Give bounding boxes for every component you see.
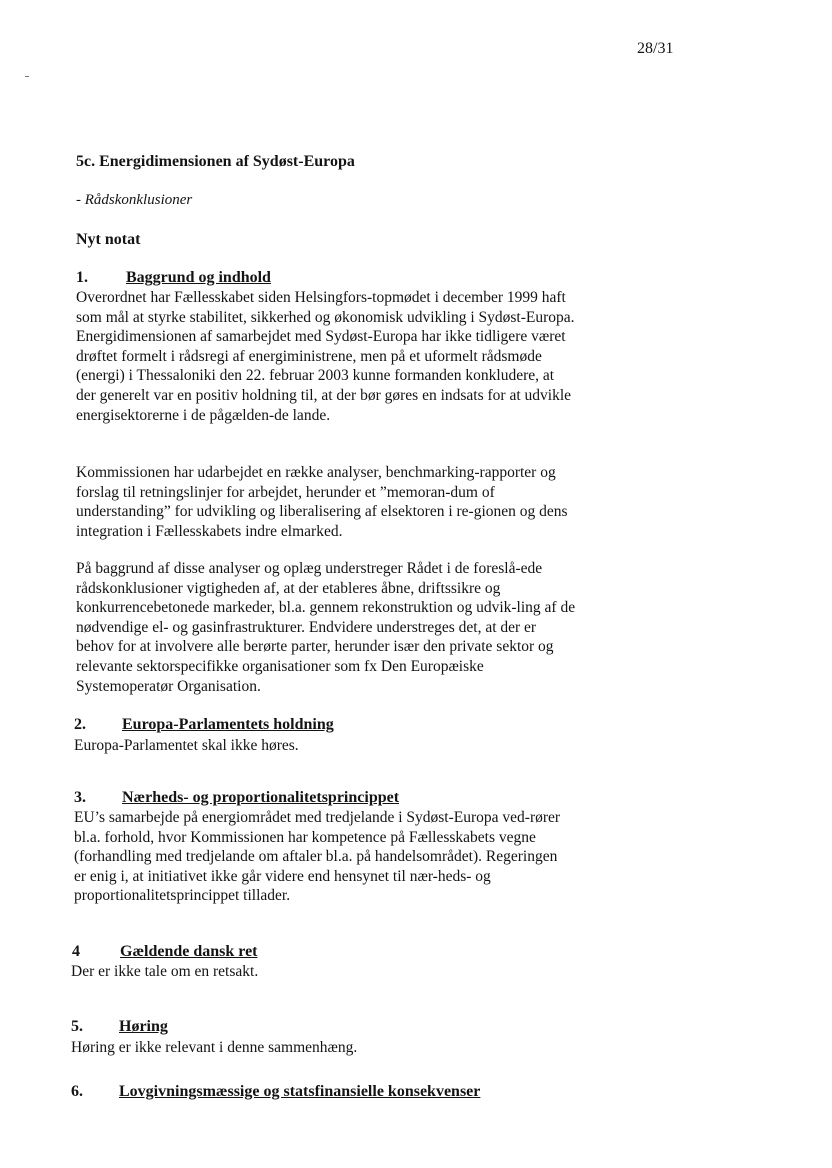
paragraph-text: På baggrund af disse analyser og oplæg understreger Rådet i de foreslå-ede rådskonklusioner vigtigheden af, at der etableres åbne, driftssikre og konkurrencebetonede markeder, bl.a. gennem rekonstruktion og udvik-ling af de nødvendige el- og gasinfrastrukturer. Endvidere understreges det, at der er behov for at involvere alle berørte parter, herunder især den private sektor og relevante sektorspecifikke organisationer som fx Den Europæiske Systemoperatør Organisation.: [76, 560, 576, 695]
section-heading-text: Gældende dansk ret: [120, 943, 258, 960]
section-heading: [74, 789, 399, 807]
section-heading-text: Lovgivningsmæssige og statsfinansielle konsekvenser: [119, 1083, 481, 1100]
scan-mark: [25, 76, 29, 77]
section-heading: [71, 1083, 480, 1101]
section-number: 5.: [71, 1018, 83, 1035]
section-paragraph: [71, 1038, 571, 1058]
section-heading: [72, 943, 258, 961]
section-paragraph: [74, 808, 570, 906]
section-heading-text: Nærheds- og proportionalitetsprincippet: [122, 789, 400, 806]
section-heading-text: Høring: [119, 1018, 168, 1035]
section-heading: [76, 269, 271, 287]
section-heading: [71, 1018, 168, 1036]
section-number: 3.: [74, 789, 86, 806]
section-paragraph: [76, 463, 576, 541]
paragraph-text: Høring er ikke relevant i denne sammenhæng.: [71, 1039, 358, 1056]
section-paragraph: [74, 736, 574, 756]
paragraph-text: Kommissionen har udarbejdet en række analyser, benchmarking-rapporter og forslag til retningslinjer for arbejdet, herunder et ”memoran-dum of understanding” for udvikling og liberalisering af elsektoren i re-gionen og dens integration i Fællesskabets indre elmarked.: [76, 464, 568, 540]
document-title: 5c. Energidimensionen af Sydøst-Europa: [76, 153, 355, 170]
section-number: 4: [72, 943, 80, 960]
notat-label: Nyt notat: [76, 231, 141, 248]
section-paragraph: [76, 288, 576, 425]
section-number: 6.: [71, 1083, 83, 1100]
section-paragraph: [76, 559, 576, 696]
section-paragraph: [71, 962, 571, 982]
section-number: 1.: [76, 269, 88, 286]
paragraph-text: Der er ikke tale om en retsakt.: [71, 963, 259, 980]
paragraph-text: Overordnet har Fællesskabet siden Helsingfors-topmødet i december 1999 haft som mål at styrke stabilitet, sikkerhed og økonomisk udvikling i Sydøst-Europa. Energidimensionen af samarbejdet med Sydøst-Europa har ikke tidligere været drøftet formelt i rådsregi af energiministrene, men på et uformelt rådsmøde (energi) i Thessaloniki den 22. februar 2003 kunne formanden konkludere, at der generelt var en positiv holdning til, at der bør gøres en indsats for at udvikle energisektorerne i de pågælden-de lande.: [76, 289, 575, 424]
paragraph-text: Europa-Parlamentet skal ikke høres.: [74, 737, 299, 754]
section-heading-text: Europa-Parlamentets holdning: [122, 716, 334, 733]
document-subtitle: - Rådskonklusioner: [76, 192, 193, 208]
page-number: 28/31: [637, 40, 674, 57]
paragraph-text: EU’s samarbejde på energiområdet med tredjelande i Sydøst-Europa ved-rører bl.a. forhold, hvor Kommissionen har kompetence på Fællesskabets vegne (forhandling med tredjelande om aftaler bl.a. på handelsområdet). Regeringen er enig i, at initiativet ikke går videre end hensynet til nær-heds- og proportionalitetsprincippet tillader.: [74, 809, 561, 905]
section-heading-text: Baggrund og indhold: [126, 269, 271, 286]
section-number: 2.: [74, 716, 86, 733]
section-heading: [74, 716, 334, 734]
